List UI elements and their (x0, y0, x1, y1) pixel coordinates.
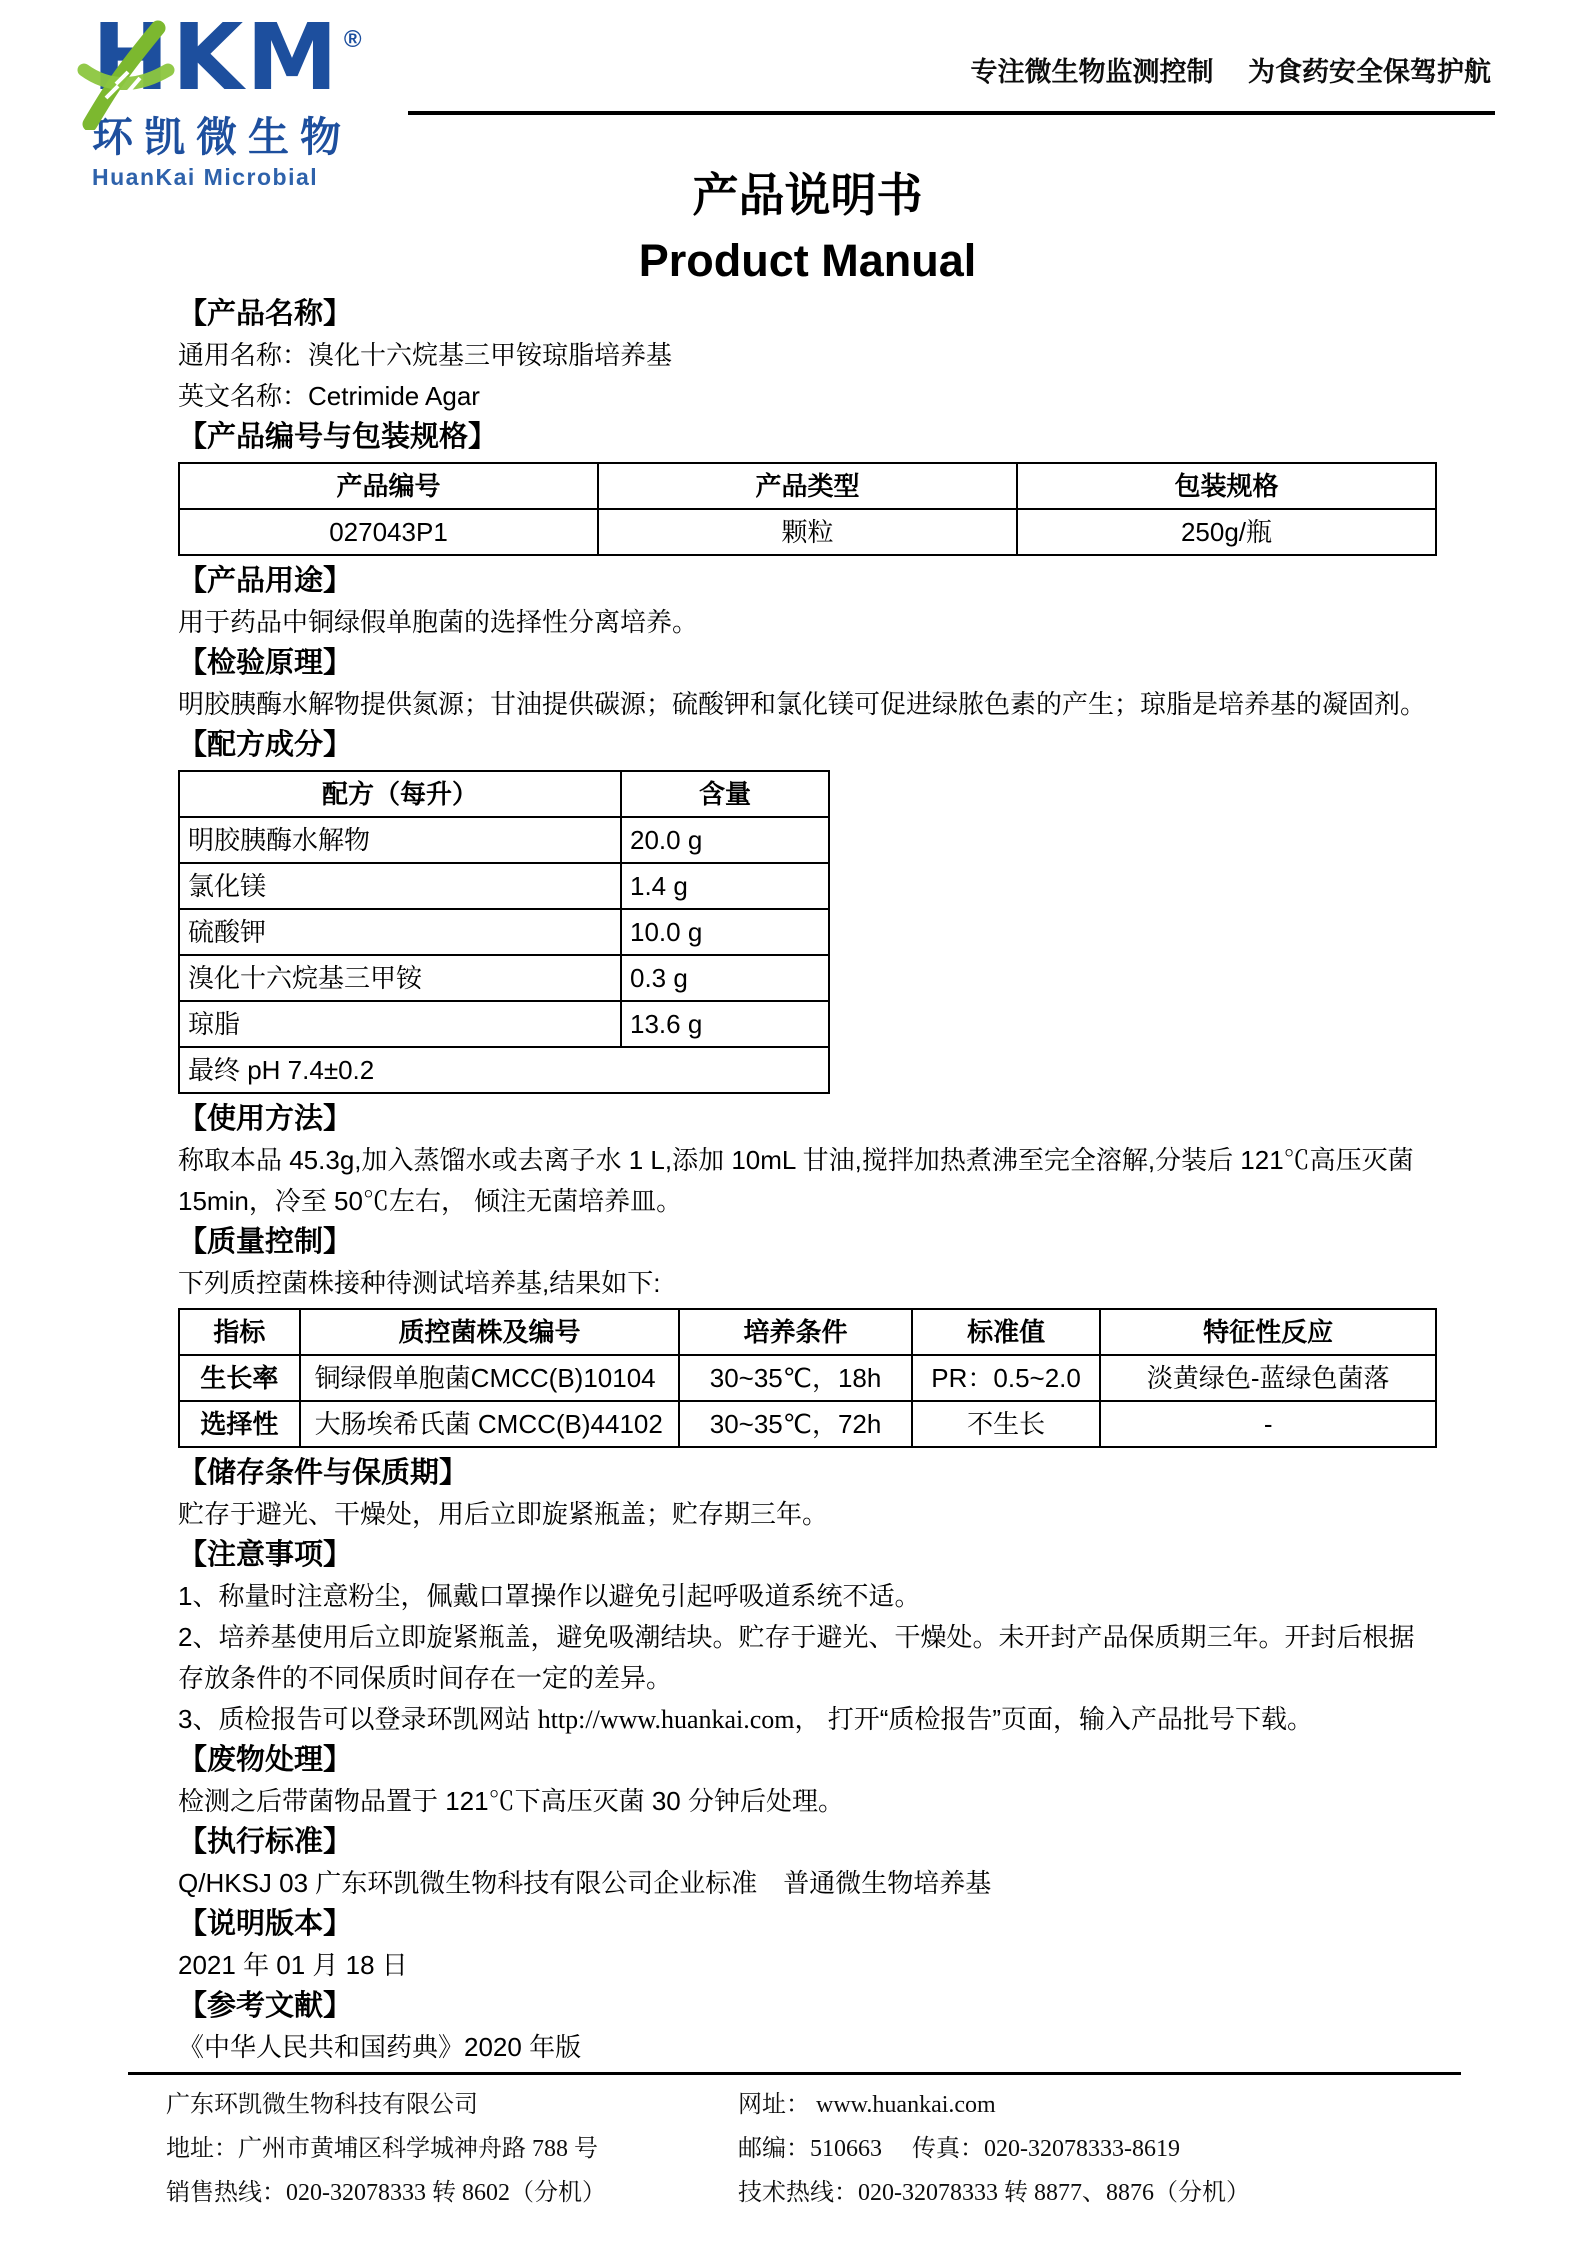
precaution-item (178, 1699, 1437, 1740)
table-row (179, 863, 829, 909)
logo-company-name-en: HuanKai Microbial (92, 164, 319, 190)
ingredient-cell: 琼脂 (179, 1001, 621, 1047)
strain-cell: 铜绿假单胞菌CMCC(B)10104 (300, 1355, 680, 1401)
section-packaging (178, 417, 1437, 556)
table-row (179, 1001, 829, 1047)
section-product-name (178, 294, 1437, 417)
footer-right-column (738, 2083, 1461, 2215)
product-generic-name: 通用名称：溴化十六烷基三甲铵琼脂培养基 (178, 340, 673, 370)
final-ph-cell: 最终 pH 7.4±0.2 (179, 1047, 829, 1093)
precaution-item: 1、称量时注意粉尘，佩戴口罩操作以避免引起呼吸道系统不适。 (178, 1581, 921, 1611)
column-header: 标准值 (912, 1309, 1101, 1355)
column-header: 产品类型 (598, 463, 1017, 509)
column-header: 包装规格 (1017, 463, 1436, 509)
registered-trademark-icon: ® (343, 26, 362, 53)
section-heading-product-name: 【产品名称】 (178, 298, 353, 330)
ingredient-cell: 氯化镁 (179, 863, 621, 909)
company-logo (92, 4, 452, 191)
section-heading-directions: 【使用方法】 (178, 1103, 353, 1135)
directions-text: 称取本品 45.3g,加入蒸馏水或去离子水 1 L,添加 10mL 甘油,搅拌加热煮沸至完全溶解,分装后 121℃高压灭菌 15min，冷至 50℃左右， 倾注无菌培养皿。 (178, 1145, 1414, 1216)
section-formula (178, 725, 1437, 1094)
packaging-table (178, 462, 1437, 556)
section-quality-control (178, 1222, 1437, 1448)
principle-text: 明胶胰酶水解物提供氮源；甘油提供碳源；硫酸钾和氯化镁可促进绿脓色素的产生；琼脂是培养基的凝固剂。 (178, 689, 1427, 719)
table-row (179, 909, 829, 955)
table-header-row (179, 1309, 1436, 1355)
page-footer (128, 2072, 1461, 2215)
reaction-cell: 淡黄绿色-蓝绿色菌落 (1100, 1355, 1436, 1401)
section-waste (178, 1740, 1437, 1822)
ingredient-cell: 溴化十六烷基三甲铵 (179, 955, 621, 1001)
version-date: 2021 年 01 月 18 日 (178, 1950, 408, 1980)
strain-cell: 大肠埃希氏菌 CMCC(B)44102 (300, 1401, 680, 1447)
section-heading-references: 【参考文献】 (178, 1990, 353, 2022)
section-precautions (178, 1535, 1437, 1740)
footer-zip-fax: 邮编：510663 传真：020-32078333-8619 (738, 2136, 1180, 2162)
amount-cell: 13.6 g (621, 1001, 829, 1047)
section-heading-principle: 【检验原理】 (178, 647, 353, 679)
qc-intro-text: 下列质控菌株接种待测试培养基,结果如下: (178, 1268, 661, 1298)
footer-company-name: 广东环凯微生物科技有限公司 (166, 2092, 478, 2118)
footer-left-column (128, 2083, 738, 2215)
section-principle (178, 643, 1437, 725)
standard-text: Q/HKSJ 03 广东环凯微生物科技有限公司企业标准 普通微生物培养基 (178, 1868, 992, 1898)
table-footer-row (179, 1047, 829, 1093)
precaution-item-text: ， 打开“质检报告”页面，输入产品批号下载。 (794, 1704, 1314, 1734)
amount-cell: 10.0 g (621, 909, 829, 955)
logo-company-name-cn: 环凯微生物 (92, 114, 352, 160)
table-row (179, 1355, 1436, 1401)
usage-text: 用于药品中铜绿假单胞菌的选择性分离培养。 (178, 607, 699, 637)
product-code-cell: 027043P1 (179, 509, 598, 555)
footer-tech-hotline: 技术热线：020-32078333 转 8877、8876（分机） (738, 2180, 1250, 2206)
section-references (178, 1986, 1437, 2068)
table-header-row (179, 463, 1436, 509)
indicator-cell: 生长率 (179, 1355, 300, 1401)
amount-cell: 1.4 g (621, 863, 829, 909)
section-heading-version: 【说明版本】 (178, 1908, 353, 1940)
column-header: 培养条件 (679, 1309, 912, 1355)
amount-cell: 20.0 g (621, 817, 829, 863)
section-version (178, 1904, 1437, 1986)
standard-value-cell: 不生长 (912, 1401, 1101, 1447)
page-header (0, 0, 1587, 190)
reaction-cell: - (1100, 1401, 1436, 1447)
storage-text: 贮存于避光、干燥处，用后立即旋紧瓶盖；贮存期三年。 (178, 1499, 829, 1529)
ingredient-cell: 硫酸钾 (179, 909, 621, 955)
footer-address: 地址：广州市黄埔区科学城神舟路 788 号 (166, 2136, 598, 2162)
culture-condition-cell: 30~35℃，72h (679, 1401, 912, 1447)
section-heading-storage: 【储存条件与保质期】 (178, 1457, 469, 1489)
qc-table (178, 1308, 1437, 1448)
standard-value-cell: PR：0.5~2.0 (912, 1355, 1101, 1401)
section-heading-usage: 【产品用途】 (178, 565, 353, 597)
section-heading-waste: 【废物处理】 (178, 1744, 353, 1776)
header-tagline: 专注微生物监测控制 为食药安全保驾护航 (970, 57, 1491, 87)
footer-sales-hotline: 销售热线：020-32078333 转 8602（分机） (166, 2180, 606, 2206)
column-header: 配方（每升） (179, 771, 621, 817)
section-directions (178, 1099, 1437, 1222)
section-usage (178, 561, 1437, 643)
amount-cell: 0.3 g (621, 955, 829, 1001)
culture-condition-cell: 30~35℃，18h (679, 1355, 912, 1401)
section-storage (178, 1453, 1437, 1535)
precaution-item-text: 3、质检报告可以登录环凯网站 (178, 1704, 538, 1734)
product-english-name: 英文名称：Cetrimide Agar (178, 381, 480, 411)
column-header: 质控菌株及编号 (300, 1309, 680, 1355)
header-divider (408, 111, 1495, 115)
table-row (179, 509, 1436, 555)
column-header: 特征性反应 (1100, 1309, 1436, 1355)
table-row (179, 1401, 1436, 1447)
column-header: 产品编号 (179, 463, 598, 509)
page-title-en: Product Manual (638, 235, 977, 286)
huankai-website-url: http://www.huankai.com (537, 1705, 795, 1734)
page-title-cn: 产品说明书 (692, 169, 923, 221)
section-heading-quality-control: 【质量控制】 (178, 1226, 353, 1258)
reference-text: 《中华人民共和国药典》2020 年版 (178, 2032, 582, 2062)
document-body (178, 162, 1437, 2068)
footer-website: 网址： www.huankai.com (738, 2092, 996, 2118)
column-header: 含量 (621, 771, 829, 817)
section-heading-formula: 【配方成分】 (178, 729, 353, 761)
product-type-cell: 颗粒 (598, 509, 1017, 555)
ingredient-cell: 明胶胰酶水解物 (179, 817, 621, 863)
indicator-cell: 选择性 (179, 1401, 300, 1447)
formula-table (178, 770, 830, 1094)
logo-acronym: HKM (92, 4, 341, 111)
table-row (179, 817, 829, 863)
section-standard (178, 1822, 1437, 1904)
waste-text: 检测之后带菌物品置于 121℃下高压灭菌 30 分钟后处理。 (178, 1786, 844, 1816)
pack-spec-cell: 250g/瓶 (1017, 509, 1436, 555)
precaution-item: 2、培养基使用后立即旋紧瓶盖，避免吸潮结块。贮存于避光、干燥处。未开封产品保质期三年。开封后根据存放条件的不同保质时间存在一定的差异。 (178, 1622, 1415, 1693)
section-heading-standard: 【执行标准】 (178, 1826, 353, 1858)
column-header: 指标 (179, 1309, 300, 1355)
logo-acronym-row (92, 4, 452, 111)
section-heading-packaging: 【产品编号与包装规格】 (178, 421, 498, 453)
table-header-row (179, 771, 829, 817)
section-heading-precautions: 【注意事项】 (178, 1539, 353, 1571)
table-row (179, 955, 829, 1001)
